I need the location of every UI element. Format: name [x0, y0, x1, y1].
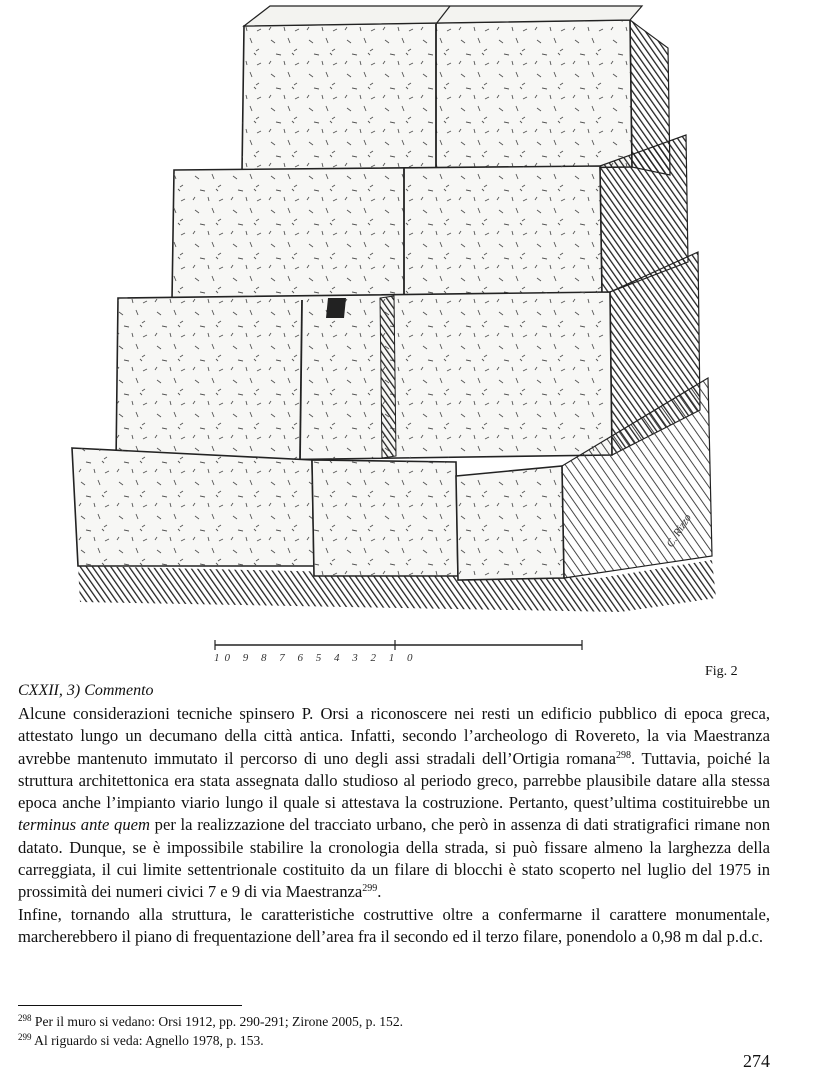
text-run: . [377, 882, 382, 902]
footnote-ref-299[interactable]: 299 [362, 883, 378, 895]
footnote-separator [18, 1005, 242, 1006]
figure-caption: Fig. 2 [705, 664, 738, 679]
footnote-ref-298[interactable]: 298 [616, 749, 631, 761]
paragraph-1 [18, 703, 770, 904]
footnote-text: Per il muro si vedano: Orsi 1912, pp. 290-291; Zirone 2005, p. 152. [34, 1014, 404, 1029]
paragraph-2: Infine, tornando alla struttura, le caratteristiche costruttive oltre a confermarne il carattere monumentale, marcherebbero il piano di frequentazione dell’area fra il secondo ed il terzo filare, ponendolo a 0,98 m dal p.d.c. [18, 904, 770, 946]
footnote-text: Al riguardo si veda: Agnello 1978, p. 153. [34, 1033, 264, 1048]
footnote-number: 299 [18, 1032, 32, 1042]
artist-signature: C. Rizzo [664, 512, 694, 550]
section-heading: CXXII, 3) Commento [18, 682, 154, 699]
footnote-299 [18, 1031, 778, 1050]
page-number: 274 [743, 1051, 770, 1071]
text-run: Alcune considerazioni tecniche spinsero P. Orsi a riconoscere nei resti un edificio pubblico di epoca greca, attestato lungo un decumano della città antica. Infatti, secondo l’archeologo di Rovereto, la via Maestranza avrebbe mantenuto immutato il percorso di uno degli assi stradali dell’Ortigia romana [18, 704, 770, 768]
text-run: per la realizzazione del tracciato urbano, che però in assenza di dati stratigrafici rimane non datato. Dunque, se è impossibile stabilire la cronologia della strada, si può fissare almeno la larghezza della carreggiata, il cui limite settentrionale costituito da un filare di blocchi è stato scoperto nel luglio del 1975 in prossimità dei numeri civici 7 e 9 di via Maestranza [18, 815, 770, 902]
footnote-number: 298 [18, 1013, 32, 1023]
scale-labels: 10 9 8 7 6 5 4 3 2 1 0 [214, 652, 418, 664]
lewis-hole [326, 298, 346, 318]
body-text [18, 703, 770, 948]
footnote-298 [18, 1012, 778, 1031]
emphasis-terminus: terminus ante quem [18, 815, 150, 835]
text-run: . Tuttavia, poiché la struttura architettonica era stata assegnata dallo studioso al periodo greco, parrebbe plausibile datare alla stessa epoca anche l’impianto viario lungo il quale si attestava la costruzione. Pertanto, quest’ultima costituirebbe un [18, 748, 770, 813]
footnotes [18, 1012, 778, 1050]
